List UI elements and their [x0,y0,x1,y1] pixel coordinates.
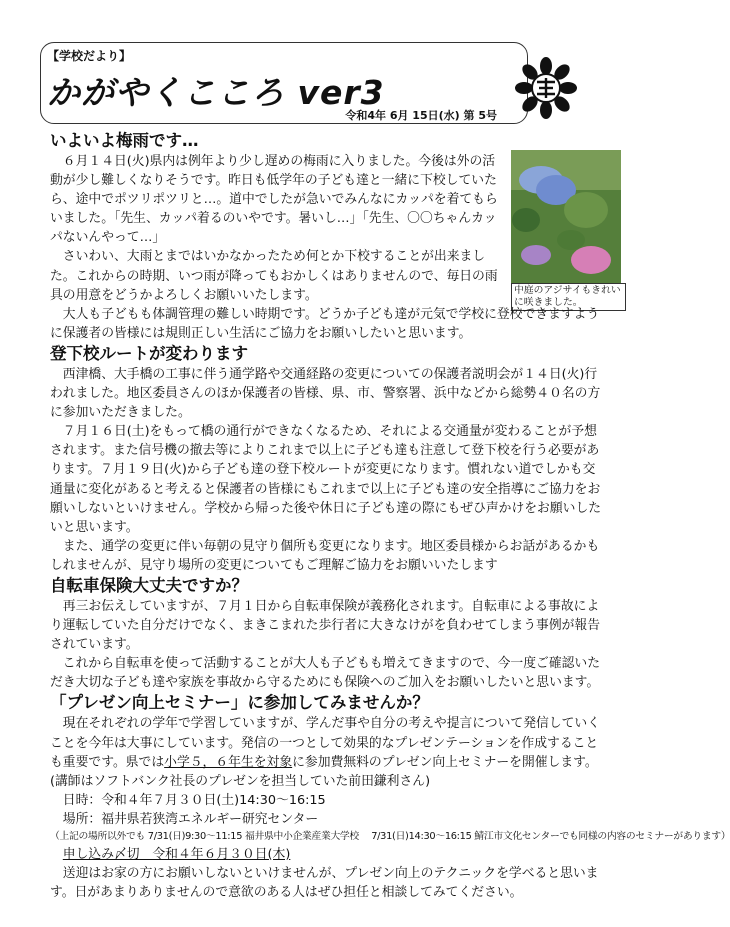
section-heading: 「プレゼン向上セミナー」に参加してみませんか？ [50,693,429,713]
paragraph: さいわい、大雨とまではいかなかったため何とか下校することが出来ました。これからの時期、いつ雨が降ってもおかしくはありませんので、毎日の雨具の用意をどうかよろしくお願いいたします。 [50,249,498,303]
newsletter-label: 【学校だより】 [47,49,132,63]
paragraph: また、通学の変更に伴い毎朝の見守り個所も変更になります。地区委員様からお話があるかもしれませんが、見守り場所の変更についてもご理解ご協力をお願いいたします [50,538,600,573]
school-emblem-icon [516,58,576,118]
paragraph [50,714,605,790]
paragraph: ６月１４日(火)県内は例年より少し遅めの梅雨に入りました。今後は外の活動が少し難しくなりそうです。昨日も低学年の子ども達と一緒に下校していたら、途中でポツリポツリと…。道中でしたが急いでみんなにカッパを着てもらいました。「先生、カッパ着るのいやです。暑いし…」「先生、〇〇ちゃんカッパないんやって…」 [50,154,498,246]
paragraph: 再三お伝えしていますが、７月１日から自転車保険が義務化されます。自転車による事故により運転していた自分だけでなく、まきこまれた歩行者に大きなけがを負わせてしまう事例が報告されています。 [50,598,601,653]
photo-caption: 中庭のアジサイもきれいに咲きました。 [511,283,626,311]
application-deadline: 申し込み〆切 令和４年６月３０日(木) [62,847,291,862]
seminar-note: （上記の場所以外でも 7/31(日)9:30～11:15 福井県中小企業産業大学校 7/31(日)14:30～16:15 鯖江市文化センターでも同様の内容のセミナーがあります） [50,831,730,842]
paragraph: 西津橋、大手橋の工事に伴う通学路や交通経路の変更についての保護者説明会が１４日(火)行われました。地区委員さんのほか保護者の皆様、県、市、警察署、浜中などから総勢４０名の方に参加いただきました。 [50,366,601,421]
newsletter-body [50,130,730,902]
paragraph: 大人も子どもも体調管理の難しい時期です。どうか子ども達が元気で学校に登校できますように保護者の皆様には規則正しい生活にご協力をお願いしたいと思います。 [50,306,600,341]
seminar-date: 日時：令和４年７月３０日(土)14:30～16:15 [62,792,326,808]
paragraph: ７月１６日(土)をもって橋の通行ができなくなるため、それによる交通量が変わることが予想されます。また信号機の撤去等によりこれまで以上に子ども達も注意して登下校を行う必要があります。７月１９日(火)から子ども達の登下校ルートが変更になります。慣れない道でしかも交通量に変化があると考えると保護者の皆様にもこれまで以上に子ども達の安全指導にご協力をお願いしないといけません。学校から帰った後や休日に子ども達の際にもぜひ声かけをお願いしたいと思います。 [50,424,602,535]
section-heading: いよいよ梅雨です… [50,131,199,150]
header-box [40,42,528,124]
section-heading: 自転車保険大丈夫ですか？ [50,575,248,595]
intro-text: に参加費無料のプレゼン向上セミナーを開催します。(講師はソフトバンク社長のプレゼンを担当していた前田鎌利さん) [50,754,598,789]
issue-date: 令和4年 6月 15日(水) 第 5号 [345,109,497,122]
paragraph: 送迎はお家の方にお願いしないといけませんが、プレゼン向上のテクニックを学べると思います。日があまりありませんので意欲のある人はぜひ担任と相談してみてください。 [50,866,599,901]
target-grades: 小学５，６年生を対象 [164,754,293,770]
section-rainy-season [50,130,505,305]
intro-text: 現在それぞれの学年で学習していますが、学んだ事や自分の考えや提言について発信していくことを今年は大事にしています。発信の一つとして効果的なプレゼンテーションを作成することも重要です。県では [50,716,601,770]
newsletter-title: かがやくこころ ver3 [47,73,385,112]
seminar-place: 場所：福井県若狭湾エネルギー研究センター [62,811,319,827]
section-heading: 登下校ルートが変わります [50,343,248,363]
paragraph: これから自転車を使って活動することが大人も子どもも増えてきますので、今一度ご確認いただき大切な子ども達や家族を事故から守るためにも保険へのご加入をお願いしたいと思います。 [50,656,601,691]
